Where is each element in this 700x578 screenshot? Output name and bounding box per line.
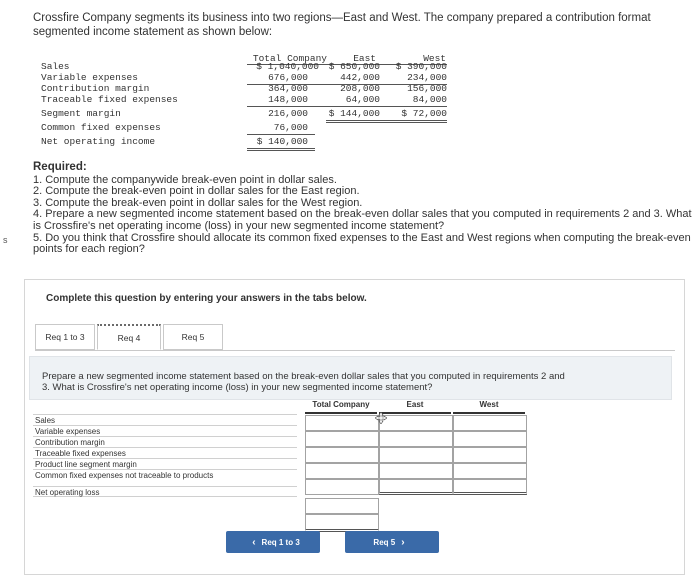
prompt-line-2: 3. What is Crossfire's net operating income (loss) in your new segmented income statement? [42,382,433,393]
stmt-east-contribution: 208,000 [340,83,380,94]
stmt-total-contribution: 364,000 [268,83,308,94]
stmt-label-common: Common fixed expenses [41,122,161,133]
stmt-east-sales: $ 650,000 [328,61,380,72]
stmt-label-sales: Sales [41,61,70,72]
tab-req-4[interactable]: Req 4 [97,324,161,350]
input-traceable-west[interactable] [453,463,527,479]
prev-button[interactable] [226,531,320,553]
required-item: 1. Compute the companywide break-even point in dollar sales. [33,173,337,186]
stmt-rule [247,134,315,135]
input-contribution-west[interactable] [453,447,527,463]
row-label-variable: Variable expenses [33,425,297,436]
stmt-label-noi: Net operating income [41,136,156,147]
stmt-east-variable: 442,000 [340,72,380,83]
stmt-east-traceable: 64,000 [345,94,380,105]
required-title: Required: [33,161,87,173]
required-item: 3. Compute the break-even point in dollar sales for the West region. [33,196,363,209]
stmt-double-rule [326,120,447,123]
tab-req-1-to-3[interactable]: Req 1 to 3 [35,324,95,350]
tab-divider [35,350,675,351]
stmt-total-variable: 676,000 [268,72,308,83]
input-variable-total[interactable] [305,431,379,447]
row-label-traceable: Traceable fixed expenses [33,447,297,458]
stmt-total-common: 76,000 [273,122,308,133]
stmt-west-segment: $ 72,000 [401,108,447,119]
row-label-sales: Sales [33,414,297,425]
chevron-left-icon: ‹ [252,536,256,548]
required-item: 5. Do you think that Crossfire should allocate its common fixed expenses to the East and West regions when computing the break-even points for each region? [33,231,691,256]
stmt-label-variable: Variable expenses [41,72,138,83]
input-traceable-east[interactable] [379,463,453,479]
chevron-right-icon: › [401,536,405,548]
move-cursor-icon [375,412,387,424]
prev-button-label: Req 1 to 3 [261,537,300,547]
required-item: 2. Compute the break-even point in dollar sales for the East region. [33,185,360,198]
input-contribution-east[interactable] [379,447,453,463]
input-variable-west[interactable] [453,431,527,447]
stmt-west-traceable: 84,000 [412,94,447,105]
row-label-product-margin: Product line segment margin [33,458,297,469]
input-sales-west[interactable] [453,415,527,431]
stmt-total-sales: $ 1,040,000 [256,61,319,72]
input-common-total[interactable] [305,498,379,514]
input-product-margin-west[interactable] [453,479,527,495]
edge-mark: s [3,235,8,245]
stmt-label-segment: Segment margin [41,108,121,119]
input-net-total[interactable] [305,514,379,532]
input-contribution-total[interactable] [305,447,379,463]
input-variable-east[interactable] [379,431,453,447]
stmt-label-contribution: Contribution margin [41,83,150,94]
tab-req-5[interactable]: Req 5 [163,324,223,350]
question-prompt-box [29,356,672,400]
stmt-double-rule [247,148,315,151]
stmt-east-segment: $ 144,000 [328,108,380,119]
stmt-header-west: West [423,53,446,64]
row-label-contribution: Contribution margin [33,436,297,447]
stmt-total-segment: 216,000 [268,108,308,119]
col-header-west: West [453,397,525,414]
problem-intro: Crossfire Company segments its business into two regions—East and West. The company prepared a contribution format segmented income statement as shown below: [33,12,651,38]
input-sales-total[interactable] [305,415,379,431]
row-label-net: Net operating loss [33,486,297,497]
panel-instruction: Complete this question by entering your answers in the tabs below. [46,293,367,304]
question-prompt [42,371,642,393]
input-sales-east[interactable] [379,415,453,431]
next-button-label: Req 5 [373,537,396,547]
col-header-east: East [379,397,451,414]
next-button[interactable] [345,531,439,553]
input-product-margin-east[interactable] [379,479,453,495]
input-product-margin-total[interactable] [305,479,379,495]
required-item: 4. Prepare a new segmented income statement based on the break-even dollar sales that you computed in requirements 2 and 3. What is Crossfire's net operating income (loss) in your new segmented income statement? [33,208,692,232]
stmt-total-traceable: 148,000 [268,94,308,105]
stmt-west-sales: $ 390,000 [395,61,447,72]
answer-panel [24,279,685,575]
stmt-rule [247,106,447,107]
stmt-header-total: Total Company [252,53,327,64]
stmt-label-traceable: Traceable fixed expenses [41,94,178,105]
stmt-west-contribution: 156,000 [407,83,447,94]
row-label-common: Common fixed expenses not traceable to products [33,469,297,486]
stmt-total-noi: $ 140,000 [256,136,308,147]
col-header-total: Total Company [305,397,377,414]
stmt-west-variable: 234,000 [407,72,447,83]
stmt-header-east: East [353,53,376,64]
prompt-line-1: Prepare a new segmented income statement based on the break-even dollar sales that you computed in requirements 2 and [42,371,565,382]
input-traceable-total[interactable] [305,463,379,479]
required-section [33,162,693,256]
